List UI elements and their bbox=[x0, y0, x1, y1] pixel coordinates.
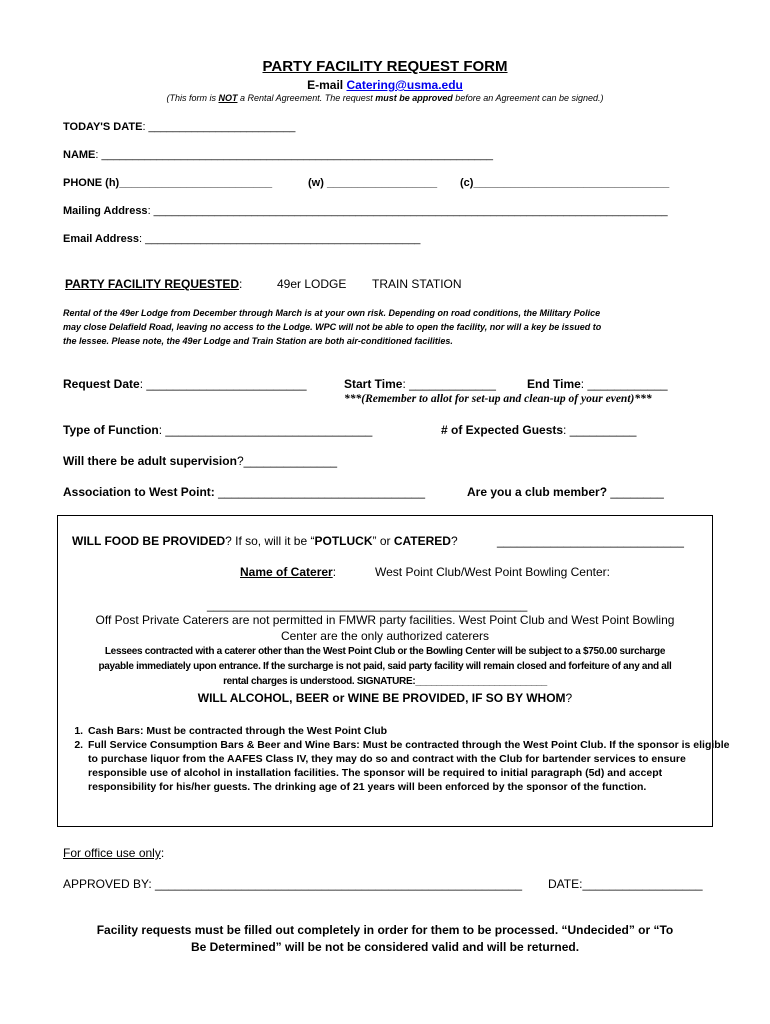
caterer-blank-line[interactable] bbox=[207, 598, 527, 612]
start-time-field[interactable] bbox=[344, 377, 496, 391]
office-use-colon: : bbox=[160, 846, 165, 860]
notice-line: may close Delafield Road, leaving no access to the Lodge. WPC will not be able to open the facility, nor will a key be issued to bbox=[63, 322, 602, 332]
name-field[interactable] bbox=[63, 149, 493, 161]
mailing-address-field[interactable] bbox=[63, 205, 668, 217]
club-member-blank[interactable]: ________ bbox=[607, 485, 664, 499]
association-label: Association to West Point: bbox=[63, 485, 215, 499]
facility-notice bbox=[63, 306, 601, 348]
catered-option[interactable]: CATERED bbox=[393, 534, 451, 548]
note-text: a Rental Agreement. The request bbox=[237, 93, 376, 103]
function-type-label: Type of Function bbox=[63, 423, 159, 437]
expected-guests-label: # of Expected Guests bbox=[441, 423, 564, 437]
start-time-blank[interactable]: : _____________ bbox=[402, 377, 496, 391]
end-time-field[interactable] bbox=[527, 377, 668, 391]
office-use-heading bbox=[63, 846, 164, 860]
note-text: before an Agreement can be signed.) bbox=[452, 93, 604, 103]
email-address-blank[interactable]: : _____________________________________________ bbox=[139, 233, 421, 245]
function-type-field[interactable] bbox=[63, 423, 372, 437]
phone-cell-field[interactable] bbox=[460, 177, 669, 189]
association-blank[interactable]: _______________________________ bbox=[214, 485, 426, 499]
footer-line: Facility requests must be filled out completely in order for them to be processed. “Undecided” or “To bbox=[96, 923, 674, 937]
surcharge-line: Lessees contracted with a caterer other than the West Point Club or the Bowling Center will be subject to a $750.00 surcharge bbox=[104, 646, 666, 657]
facility-option-train-station[interactable] bbox=[372, 277, 462, 291]
food-question-text: ? bbox=[450, 534, 458, 548]
caterer-colon: : bbox=[332, 565, 337, 579]
email-address-field[interactable] bbox=[63, 233, 420, 245]
facility-requested-line bbox=[65, 277, 242, 291]
caterer-label: Name of Caterer bbox=[240, 565, 333, 579]
request-date-label: Request Date bbox=[63, 377, 140, 391]
note-text: (This form is bbox=[166, 93, 219, 103]
notice-line: Rental of the 49er Lodge from December through March is at your own risk. Depending on road conditions, the Military Police bbox=[63, 308, 601, 318]
offpost-line: Center are the only authorized caterers bbox=[280, 629, 490, 643]
mailing-blank[interactable]: : ____________________________________________________________________________________ bbox=[147, 205, 668, 217]
facility-option-lodge-label[interactable]: 49er LODGE bbox=[277, 277, 347, 291]
food-question bbox=[72, 534, 458, 548]
adult-supervision-blank[interactable]: ?______________ bbox=[236, 454, 338, 468]
food-blank[interactable]: ____________________________ bbox=[497, 534, 684, 548]
facility-label: PARTY FACILITY REQUESTED bbox=[65, 277, 240, 291]
food-question-text: ” or bbox=[372, 534, 394, 548]
note-not: NOT bbox=[218, 93, 238, 103]
page-title bbox=[0, 58, 770, 75]
request-date-blank[interactable]: : ________________________ bbox=[139, 377, 307, 391]
caterer-blank[interactable]: ________________________________________________ bbox=[207, 598, 528, 612]
email-address-label: Email Address bbox=[63, 233, 140, 245]
bar-rules-list bbox=[62, 724, 732, 794]
offpost-line: Off Post Private Caterers are not permitted in FMWR party facilities. West Point Club and West Point Bowling bbox=[95, 613, 675, 627]
end-time-blank[interactable]: : ____________ bbox=[580, 377, 668, 391]
function-type-blank[interactable]: : _______________________________ bbox=[158, 423, 373, 437]
phone-home[interactable]: PHONE (h)_________________________ bbox=[63, 177, 273, 189]
phone-cell[interactable]: (c)________________________________ bbox=[460, 177, 670, 189]
approved-by[interactable]: APPROVED BY: _______________________________________________________ bbox=[63, 877, 523, 891]
surcharge-line: payable immediately upon entrance. If the surcharge is not paid, said party facility will remain closed and forfeiture of any and all bbox=[98, 661, 672, 672]
phone-work[interactable]: (w) __________________ bbox=[308, 177, 438, 189]
email-line bbox=[0, 78, 770, 92]
caterer-options-text[interactable]: West Point Club/West Point Bowling Center: bbox=[375, 565, 610, 579]
name-label: NAME bbox=[63, 149, 96, 161]
email-label: E-mail bbox=[307, 78, 344, 92]
association-field[interactable] bbox=[63, 485, 425, 499]
signature-blank[interactable]: _________________________ bbox=[415, 676, 547, 687]
email-link[interactable]: Catering@usma.edu bbox=[346, 78, 463, 92]
phone-home-field[interactable] bbox=[63, 177, 272, 189]
caterer-options[interactable] bbox=[375, 565, 610, 579]
note-must: must be approved bbox=[375, 93, 453, 103]
adult-supervision-field[interactable] bbox=[63, 454, 337, 468]
reminder-text: ***(Remember to allot for set-up and clean-up of your event)*** bbox=[344, 393, 652, 405]
approval-date-field[interactable] bbox=[548, 877, 703, 891]
expected-guests-blank[interactable]: : __________ bbox=[563, 423, 637, 437]
phone-work-field[interactable] bbox=[308, 177, 437, 189]
mailing-label: Mailing Address bbox=[63, 205, 148, 217]
surcharge-notice bbox=[57, 644, 713, 689]
office-use-label: For office use only bbox=[63, 846, 161, 860]
todays-date-field[interactable] bbox=[63, 121, 295, 133]
food-answer-blank[interactable] bbox=[497, 534, 684, 548]
start-time-label: Start Time bbox=[344, 377, 403, 391]
list-item: 1. Cash Bars: Must be contracted through the West Point Club bbox=[86, 724, 732, 738]
surcharge-line: rental charges is understood. SIGNATURE: bbox=[223, 676, 416, 687]
food-question-text: WILL FOOD BE PROVIDED bbox=[72, 534, 226, 548]
reminder-note bbox=[344, 393, 652, 405]
request-date-field[interactable] bbox=[63, 377, 307, 391]
alcohol-question-end: ? bbox=[565, 691, 573, 705]
adult-supervision-label: Will there be adult supervision bbox=[63, 454, 237, 468]
footer-line: Be Determined” will be not be considered valid and will be returned. bbox=[190, 940, 580, 954]
facility-option-train-label[interactable]: TRAIN STATION bbox=[372, 277, 462, 291]
approved-by-field[interactable] bbox=[63, 877, 522, 891]
food-question-text: ? If so, will it be “ bbox=[225, 534, 315, 548]
alcohol-question bbox=[57, 691, 713, 705]
name-blank[interactable]: : ________________________________________________________________ bbox=[95, 149, 494, 161]
expected-guests-field[interactable] bbox=[441, 423, 636, 437]
offpost-notice bbox=[57, 612, 713, 644]
form-title: PARTY FACILITY REQUEST FORM bbox=[262, 58, 508, 75]
club-member-field[interactable] bbox=[467, 485, 664, 499]
list-item: 2. Full Service Consumption Bars & Beer and Wine Bars: Must be contracted through the West Point Club. If the sponsor is eligible to purchase liquor from the AAFES Class IV, they may do so and contract with the Club for bartender services to ensure responsible use of alcohol in installation facilities. The sponsor will be required to initial paragraph (5d) and accept responsibility for his/her guests. The drinking age of 21 years will been enforced by the sponsor of the function. bbox=[86, 738, 732, 794]
facility-option-lodge[interactable] bbox=[277, 277, 346, 291]
alcohol-question-text: WILL ALCOHOL, BEER or WINE BE PROVIDED, IF SO BY WHOM bbox=[197, 691, 566, 705]
facility-colon: : bbox=[239, 277, 243, 291]
header-note bbox=[0, 93, 770, 103]
club-member-label: Are you a club member? bbox=[467, 485, 608, 499]
footer-notice bbox=[40, 922, 730, 956]
caterer-name-line bbox=[240, 565, 336, 579]
todays-date-blank[interactable]: : ________________________ bbox=[142, 121, 296, 133]
approval-date[interactable]: DATE:__________________ bbox=[548, 877, 703, 891]
notice-line: the lessee. Please note, the 49er Lodge and Train Station are both air-conditioned facilities. bbox=[63, 336, 453, 346]
potluck-option[interactable]: POTLUCK bbox=[314, 534, 373, 548]
end-time-label: End Time bbox=[527, 377, 581, 391]
todays-date-label: TODAY'S DATE bbox=[63, 121, 143, 133]
